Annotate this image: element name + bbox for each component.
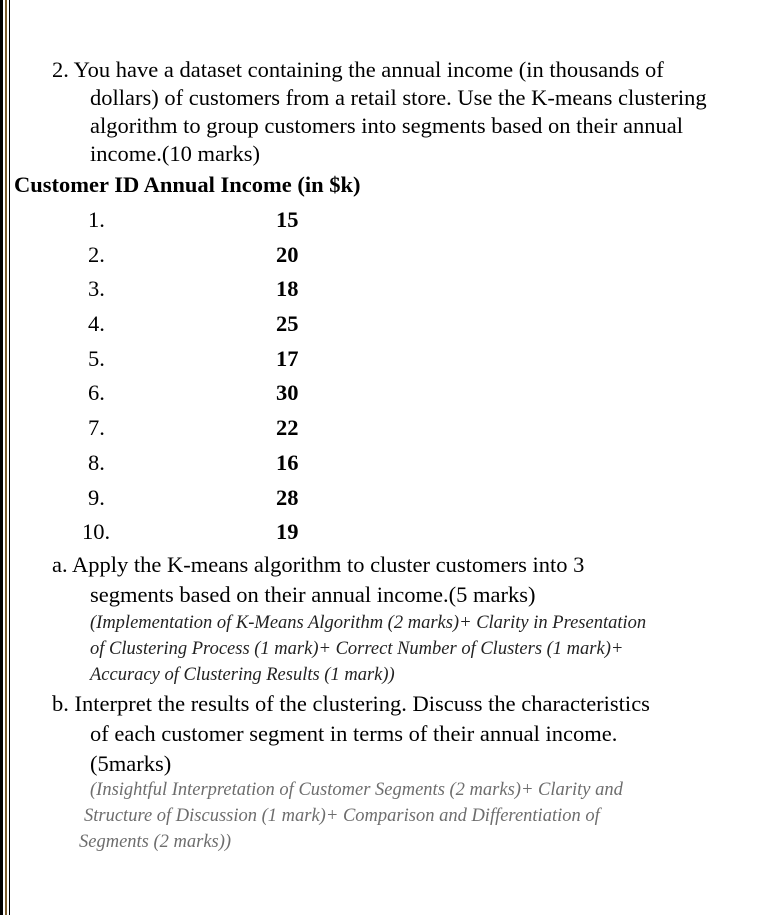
part-b (52, 689, 752, 779)
annual-income: 15 (276, 207, 299, 232)
customer-id: 2. (88, 241, 105, 267)
annual-income: 17 (276, 345, 299, 371)
table-row (0, 274, 757, 309)
table-row (0, 448, 757, 483)
customer-id: 8. (88, 449, 105, 475)
annual-income: 19 (276, 519, 299, 545)
part-b-marks-line-3: Segments (2 marks)) (79, 832, 232, 852)
table-header: Customer ID Annual Income (in $k) (14, 172, 361, 197)
customer-id: 10. (82, 519, 111, 545)
table-row (0, 378, 757, 413)
part-a-line: segments based on their annual income.(5 marks) (90, 582, 536, 607)
question-line: algorithm to group customers into segments based on their annual (90, 113, 684, 138)
customer-id: 3. (88, 276, 105, 302)
customer-id: 6. (88, 380, 105, 406)
table-row (0, 240, 757, 275)
customer-id: 1. (88, 207, 105, 232)
marks-line: of Clustering Process (1 mark)+ Correct Number of Clusters (1 mark)+ (90, 639, 624, 659)
table-row (0, 205, 757, 240)
table-row (0, 517, 757, 552)
part-b-line: (5marks) (90, 751, 172, 776)
table-row (0, 309, 757, 344)
part-b-line: of each customer segment in terms of their annual income. (90, 721, 618, 746)
marks-line: Accuracy of Clustering Results (1 mark)) (90, 665, 395, 685)
annual-income: 20 (276, 241, 299, 267)
customer-id: 5. (88, 345, 105, 371)
data-table (0, 205, 757, 552)
part-a-line: a. Apply the K-means algorithm to cluster customers into 3 (52, 552, 585, 577)
marks-line: (Implementation of K-Means Algorithm (2 marks)+ Clarity in Presentation (90, 613, 647, 633)
question-text (52, 56, 752, 168)
part-a-marks (90, 610, 750, 688)
part-b-marks-line-2: Structure of Discussion (1 mark)+ Comparison and Differentiation of (84, 806, 600, 826)
part-b-line: b. Interpret the results of the clustering. Discuss the characteristics (52, 691, 650, 716)
table-row (0, 483, 757, 518)
annual-income: 25 (276, 311, 299, 337)
annual-income: 18 (276, 276, 299, 302)
question-line: dollars) of customers from a retail store. Use the K-means clustering (90, 85, 707, 110)
annual-income: 30 (276, 380, 299, 406)
annual-income: 28 (276, 484, 299, 510)
question-line: income.(10 marks) (90, 141, 260, 166)
part-a (52, 550, 752, 610)
annual-income: 22 (276, 415, 299, 441)
customer-id: 4. (88, 311, 105, 337)
customer-id: 9. (88, 484, 105, 510)
table-row (0, 344, 757, 379)
part-b-marks-line-1: (Insightful Interpretation of Customer Segments (2 marks)+ Clarity and (90, 780, 623, 800)
table-row (0, 413, 757, 448)
annual-income: 16 (276, 449, 299, 475)
customer-id: 7. (88, 415, 105, 441)
question-line: 2. You have a dataset containing the annual income (in thousands of (52, 57, 664, 82)
